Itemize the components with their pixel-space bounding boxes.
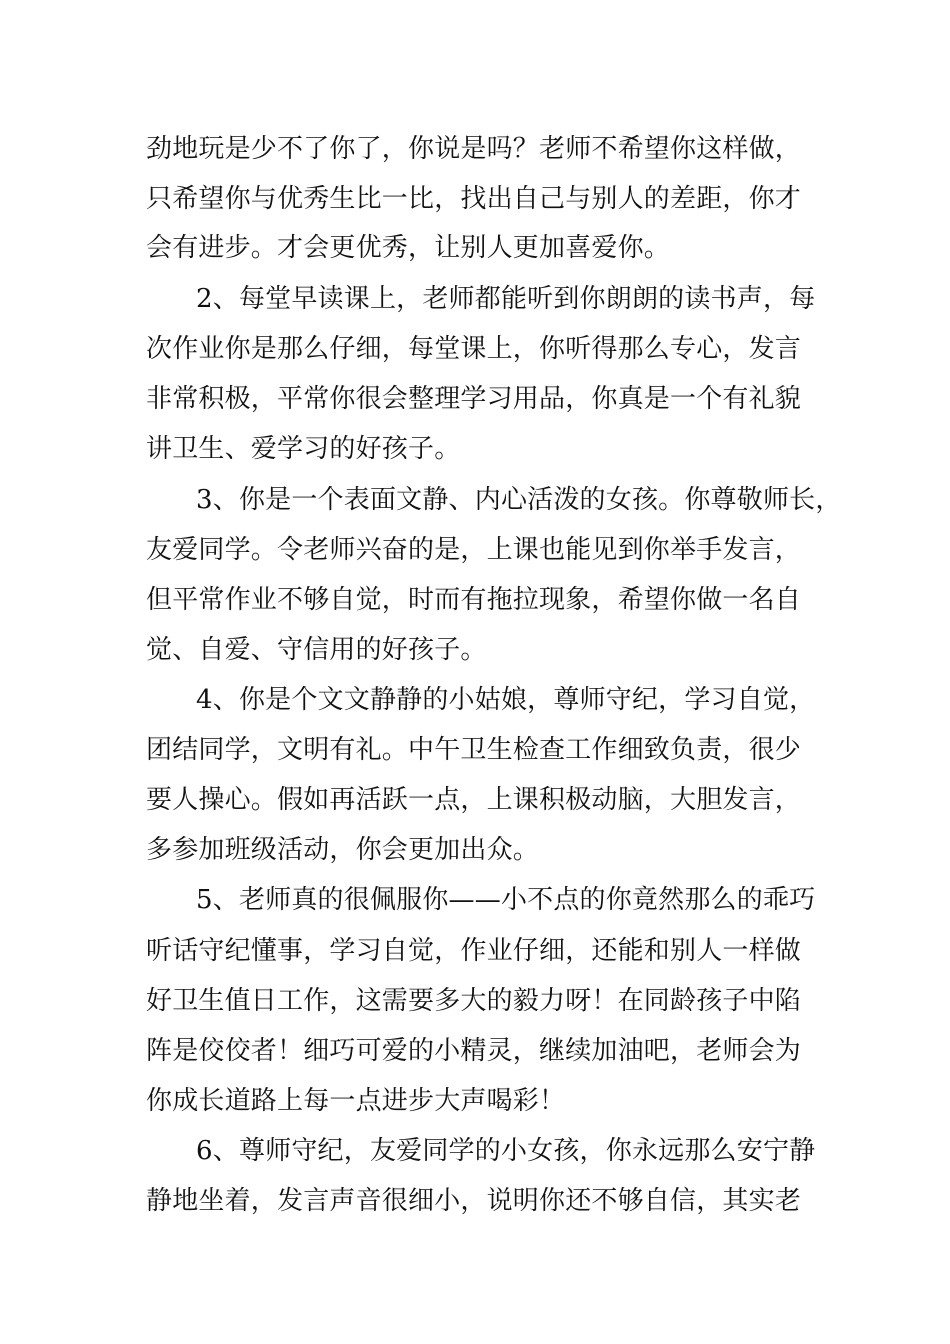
- text-line: 但平常作业不够自觉，时而有拖拉现象，希望你做一名自: [146, 585, 802, 615]
- text-line: 听话守纪懂事，学习自觉，作业仔细，还能和别人一样做: [146, 936, 802, 966]
- paragraph-3-start: 3、你是一个表面文静、内心活泼的女孩。你尊敬师长，: [196, 485, 842, 515]
- text-line: 只希望你与优秀生比一比，找出自己与别人的差距，你才: [146, 184, 802, 214]
- text-line: 劲地玩是少不了你了，你说是吗？老师不希望你这样做，: [146, 134, 802, 164]
- text-line: 次作业你是那么仔细，每堂课上，你听得那么专心，发言: [146, 334, 802, 364]
- paragraph-6-start: 6、尊师守纪，友爱同学的小女孩，你永远那么安宁静: [196, 1136, 816, 1166]
- text-line: 多参加班级活动，你会更加出众。: [146, 835, 540, 865]
- text-line: 讲卫生、爱学习的好孩子。: [146, 434, 461, 464]
- paragraph-4-start: 4、你是个文文静静的小姑娘，尊师守纪，学习自觉，: [196, 685, 816, 715]
- text-line: 好卫生值日工作，这需要多大的毅力呀！在同龄孩子中陷: [146, 986, 802, 1016]
- text-line: 非常积极，平常你很会整理学习用品，你真是一个有礼貌: [146, 384, 802, 414]
- text-line: 要人操心。假如再活跃一点，上课积极动脑，大胆发言，: [146, 785, 802, 815]
- paragraph-2-start: 2、每堂早读课上，老师都能听到你朗朗的读书声，每: [196, 284, 816, 314]
- text-line: 觉、自爱、守信用的好孩子。: [146, 635, 487, 665]
- text-line: 友爱同学。令老师兴奋的是，上课也能见到你举手发言，: [146, 535, 802, 565]
- text-line: 你成长道路上每一点进步大声喝彩！: [146, 1086, 566, 1116]
- text-line: 阵是佼佼者！细巧可爱的小精灵，继续加油吧，老师会为: [146, 1036, 802, 1066]
- paragraph-5-start: 5、老师真的很佩服你——小不点的你竟然那么的乖巧: [196, 885, 816, 915]
- text-line: 静地坐着，发言声音很细小，说明你还不够自信，其实老: [146, 1186, 802, 1216]
- text-line: 会有进步。才会更优秀，让别人更加喜爱你。: [146, 233, 671, 263]
- text-line: 团结同学，文明有礼。中午卫生检查工作细致负责，很少: [146, 735, 802, 765]
